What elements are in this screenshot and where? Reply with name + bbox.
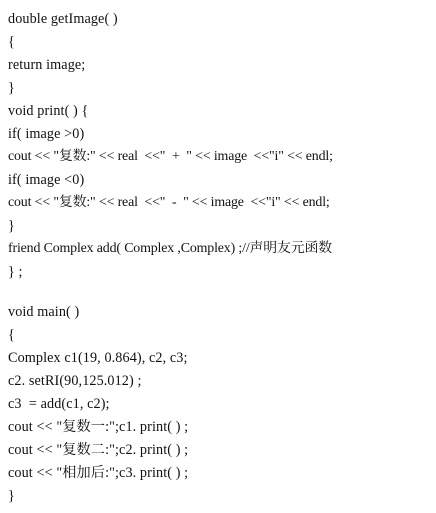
code-line-17: c3 = add(c1, c2); (8, 396, 110, 412)
code-line-6: if( image >0) (8, 126, 85, 142)
code-line-18: cout << "复数一:";c1. print( ) ; (8, 419, 189, 435)
code-line-1: double getImage( ) (8, 11, 118, 27)
code-line-3: return image; (8, 57, 86, 73)
code-line-10: } (8, 218, 15, 234)
code-line-13: void main( ) (8, 304, 80, 320)
code-line-5: void print( ) { (8, 103, 89, 119)
code-line-11: friend Complex add( Complex ,Complex) ;//声明友元函数 (8, 241, 332, 256)
code-line-21: } (8, 488, 15, 504)
code-line-2: { (8, 34, 15, 50)
code-line-14: { (8, 327, 15, 343)
code-line-20: cout << "相加后:";c3. print( ) ; (8, 465, 189, 481)
code-line-8: if( image <0) (8, 172, 85, 188)
code-line-4: } (8, 80, 15, 96)
code-line-16: c2. setRI(90,125.012) ; (8, 373, 142, 389)
code-line-7: cout << "复数:" << real <<" + " << image <<"i" << endl; (8, 149, 333, 164)
code-line-19: cout << "复数二:";c2. print( ) ; (8, 442, 189, 458)
code-line-15: Complex c1(19, 0.864), c2, c3; (8, 350, 188, 366)
code-line-9: cout << "复数:" << real <<" - " << image <<"i" << endl; (8, 195, 330, 210)
code-line-12: } ; (8, 264, 23, 280)
